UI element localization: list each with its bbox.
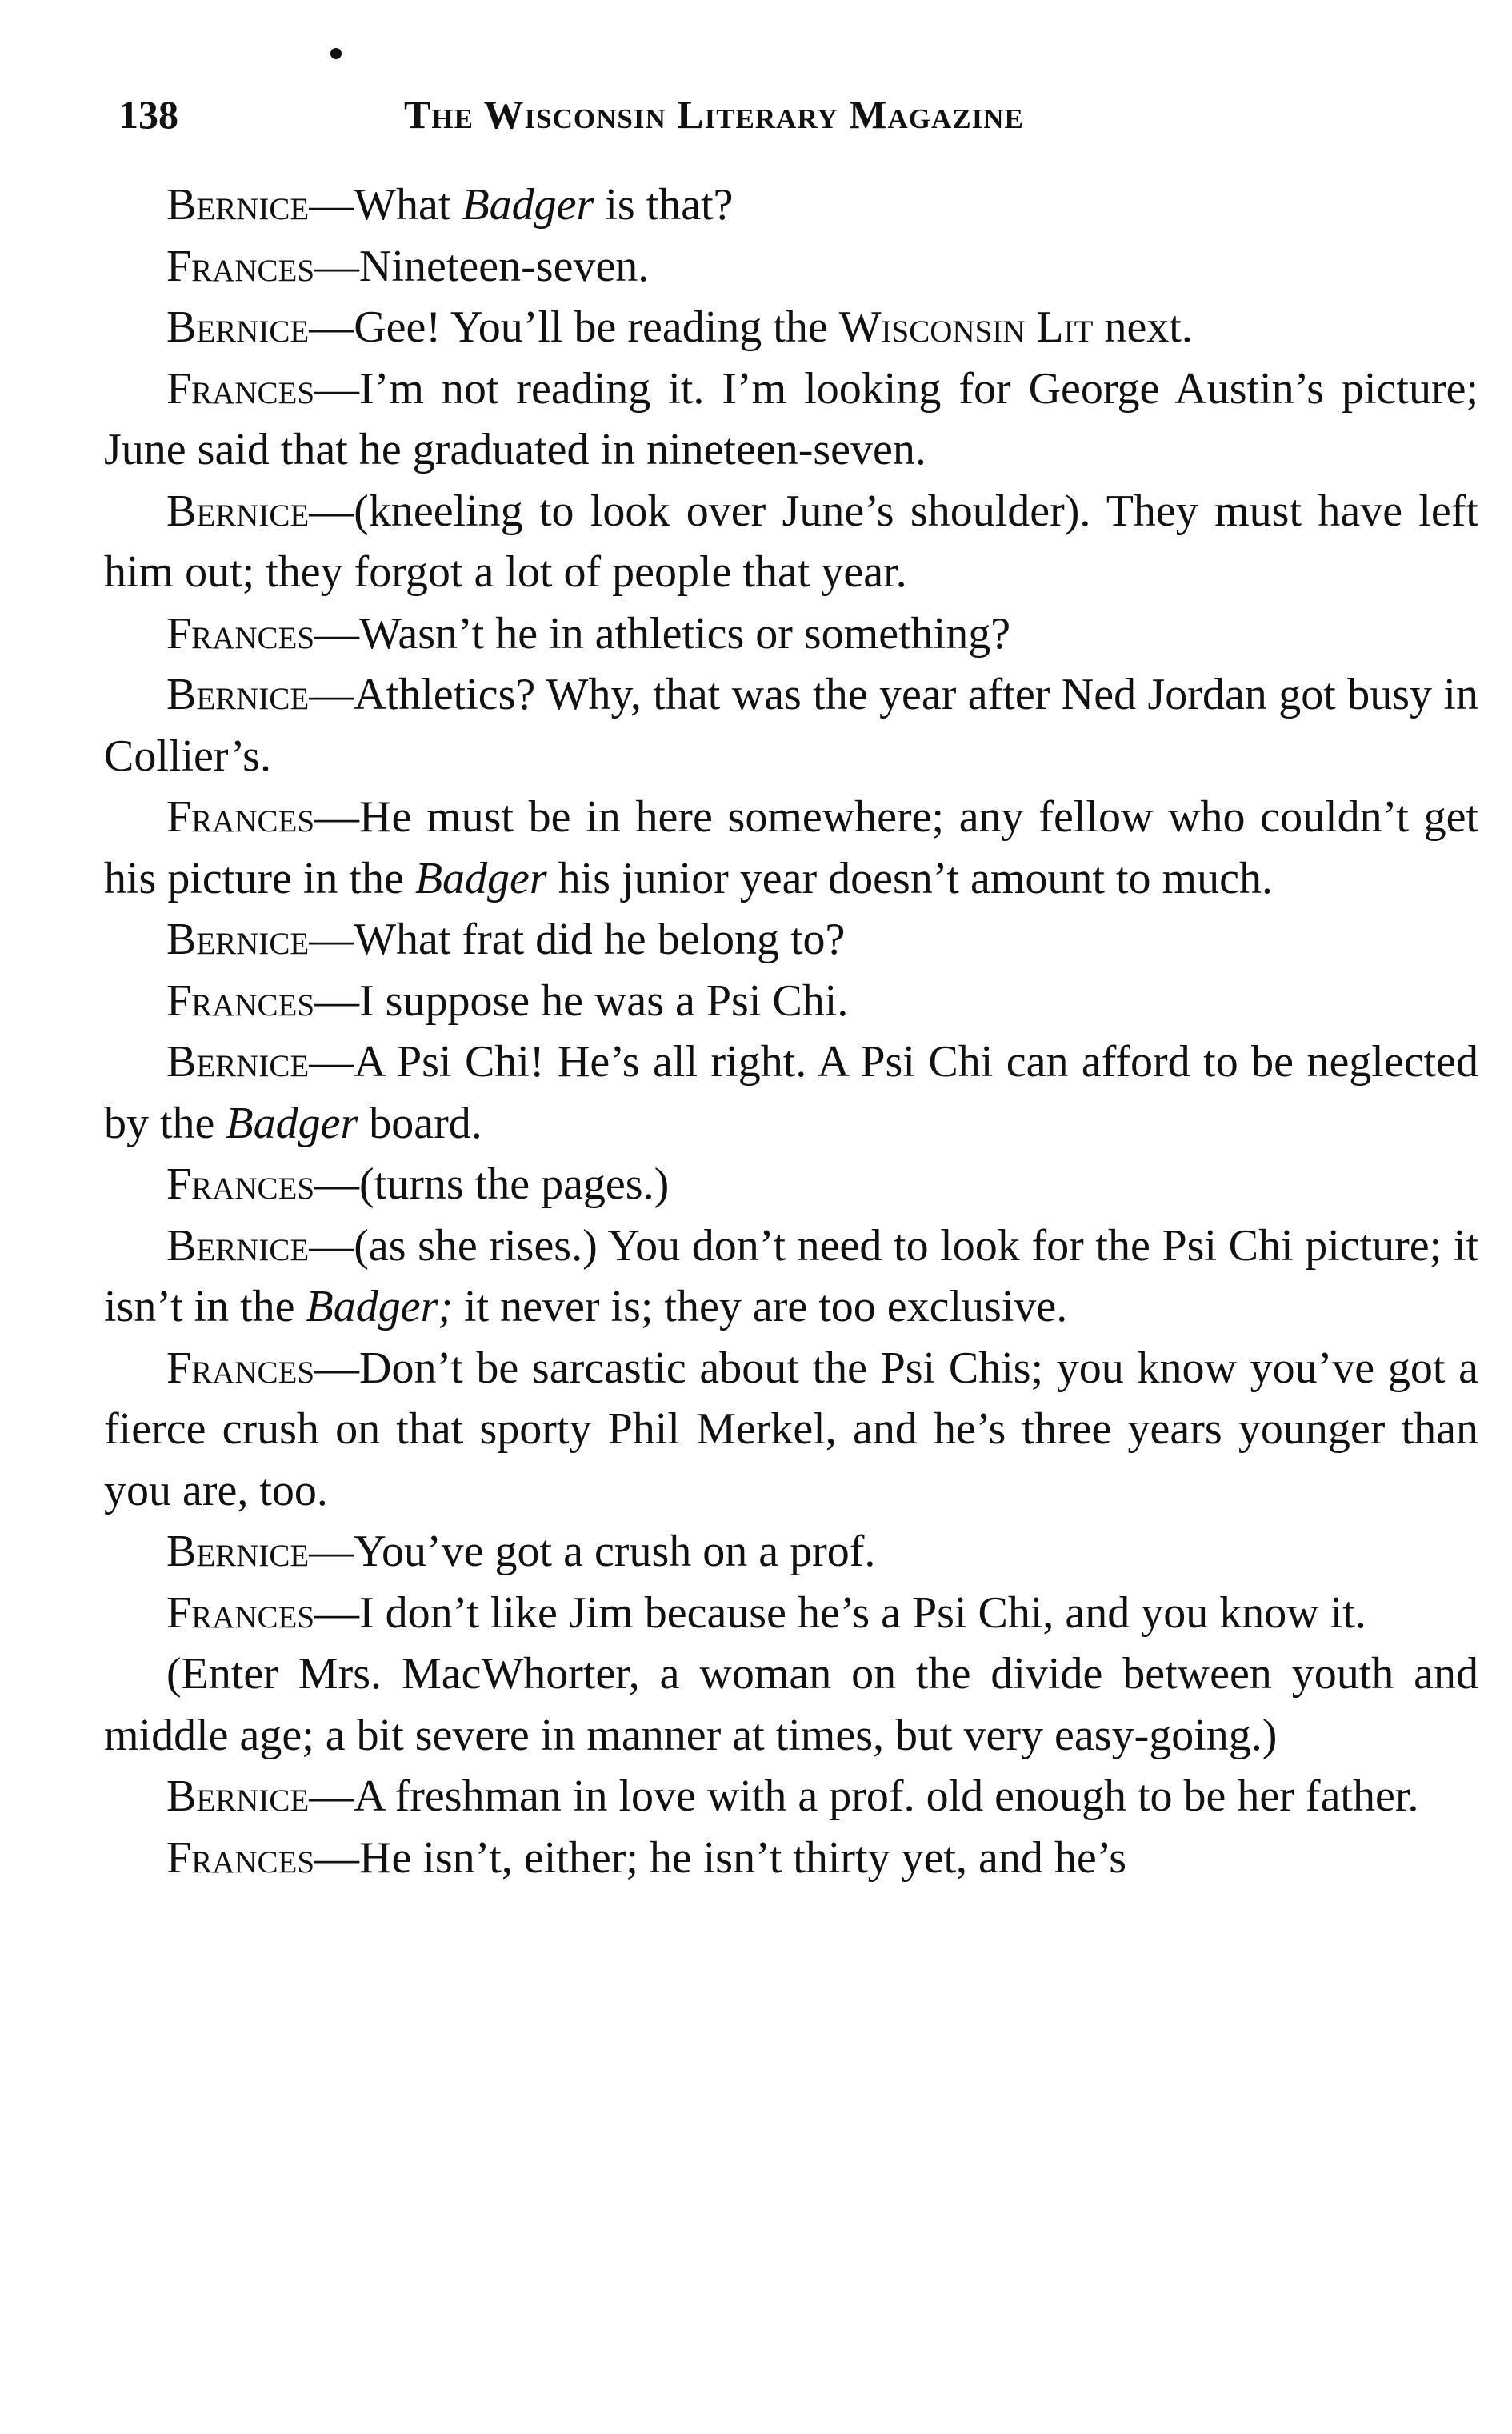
ink-speck xyxy=(330,48,342,59)
dialogue-line xyxy=(104,174,1478,236)
dialogue-line xyxy=(104,1215,1478,1338)
dialogue-line xyxy=(104,481,1478,603)
dialogue-line xyxy=(104,297,1478,358)
speaker-name: Bernice xyxy=(166,486,310,536)
italic-title: Badger xyxy=(462,180,594,230)
line-text: —A Psi Chi! He’s all right. A Psi Chi can afford to be neglected by the xyxy=(104,1037,1478,1148)
line-text: —A freshman in love with a prof. old enough to be her father. xyxy=(309,1771,1419,1821)
line-text: —(kneeling to look over June’s shoulder). They must have left him out; they forgot a lot of people that year. xyxy=(104,486,1478,597)
line-text: —He isn’t, either; he isn’t thirty yet, and he’s xyxy=(314,1832,1127,1883)
dialogue-line xyxy=(104,787,1478,909)
line-text: next. xyxy=(1093,302,1193,352)
line-text: —Wasn’t he in athletics or something? xyxy=(314,608,1011,659)
page-number: 138 xyxy=(118,92,178,137)
speaker-name: Frances xyxy=(166,1832,315,1883)
italic-title: Badger; xyxy=(306,1282,454,1331)
line-text: is that? xyxy=(594,180,734,230)
speaker-name: Frances xyxy=(166,1587,315,1638)
stage-direction xyxy=(104,1643,1478,1766)
line-text: —He must be in here somewhere; any fellow who couldn’t get his picture in the xyxy=(104,792,1478,903)
dialogue-line xyxy=(104,358,1478,481)
dialogue-line xyxy=(104,971,1478,1032)
dialogue-line xyxy=(104,1521,1478,1583)
speaker-name: Frances xyxy=(166,1343,315,1393)
speaker-name: Bernice xyxy=(166,1220,310,1271)
line-text: —What xyxy=(309,180,462,230)
line-text: —Athletics? Why, that was the year after Ned Jordan got busy in Collier’s. xyxy=(104,670,1478,781)
dialogue-line xyxy=(104,1766,1478,1828)
speaker-name: Bernice xyxy=(166,915,310,964)
line-text: his junior year doesn’t amount to much. xyxy=(546,853,1273,903)
line-text: —You’ve got a crush on a prof. xyxy=(309,1527,876,1576)
line-text: —Gee! You’ll be reading the xyxy=(309,302,839,352)
speaker-name: Frances xyxy=(166,241,315,291)
speaker-name: Bernice xyxy=(166,302,310,352)
speaker-name: Frances xyxy=(166,1159,315,1209)
speaker-name: Bernice xyxy=(166,670,310,719)
speaker-name: Bernice xyxy=(166,1037,310,1087)
dialogue-line xyxy=(104,1828,1478,1889)
line-text: —I don’t like Jim because he’s a Psi Chi, and you know it. xyxy=(314,1587,1366,1638)
line-text: board. xyxy=(358,1098,482,1148)
line-text: —I’m not reading it. I’m looking for George Austin’s picture; June said that he graduated in nineteen-seven. xyxy=(104,363,1478,474)
line-text: —(as she rises.) You don’t need to look for the Psi Chi picture; it isn’t in the xyxy=(104,1220,1478,1331)
speaker-name: Frances xyxy=(166,363,315,414)
speaker-name: Bernice xyxy=(166,1527,310,1576)
line-text: (Enter Mrs. MacWhorter, a woman on the divide between youth and middle age; a bit severe in manner at times, but very easy-going.) xyxy=(104,1649,1478,1760)
line-text: —Don’t be sarcastic about the Psi Chis; you know you’ve got a fierce crush on that sporty Phil Merkel, and he’s three years younger than you are, too. xyxy=(104,1343,1478,1515)
speaker-name: Frances xyxy=(166,792,315,842)
dialogue-line xyxy=(104,1338,1478,1522)
italic-title: Badger xyxy=(226,1098,358,1148)
dialogue-line xyxy=(104,603,1478,665)
speaker-name: Frances xyxy=(166,608,315,659)
dialogue-line xyxy=(104,1031,1478,1154)
italic-title: Badger xyxy=(414,853,547,903)
line-text: —Nineteen-seven. xyxy=(314,241,650,291)
dialogue-line xyxy=(104,664,1478,787)
dialogue-body xyxy=(104,174,1478,1888)
dialogue-line xyxy=(104,1583,1478,1644)
running-header xyxy=(118,86,1238,142)
magazine-name: Wisconsin Lit xyxy=(838,302,1094,352)
line-text: it never is; they are too exclusive. xyxy=(453,1282,1068,1331)
dialogue-line xyxy=(104,909,1478,971)
line-text: —(turns the pages.) xyxy=(314,1159,670,1209)
line-text: —I suppose he was a Psi Chi. xyxy=(314,975,849,1026)
speaker-name: Bernice xyxy=(166,1771,310,1821)
running-title: The Wisconsin Literary Magazine xyxy=(404,92,1024,137)
dialogue-line xyxy=(104,1154,1478,1215)
line-text: —What frat did he belong to? xyxy=(309,915,846,964)
speaker-name: Bernice xyxy=(166,180,310,230)
speaker-name: Frances xyxy=(166,975,315,1026)
dialogue-line xyxy=(104,236,1478,298)
